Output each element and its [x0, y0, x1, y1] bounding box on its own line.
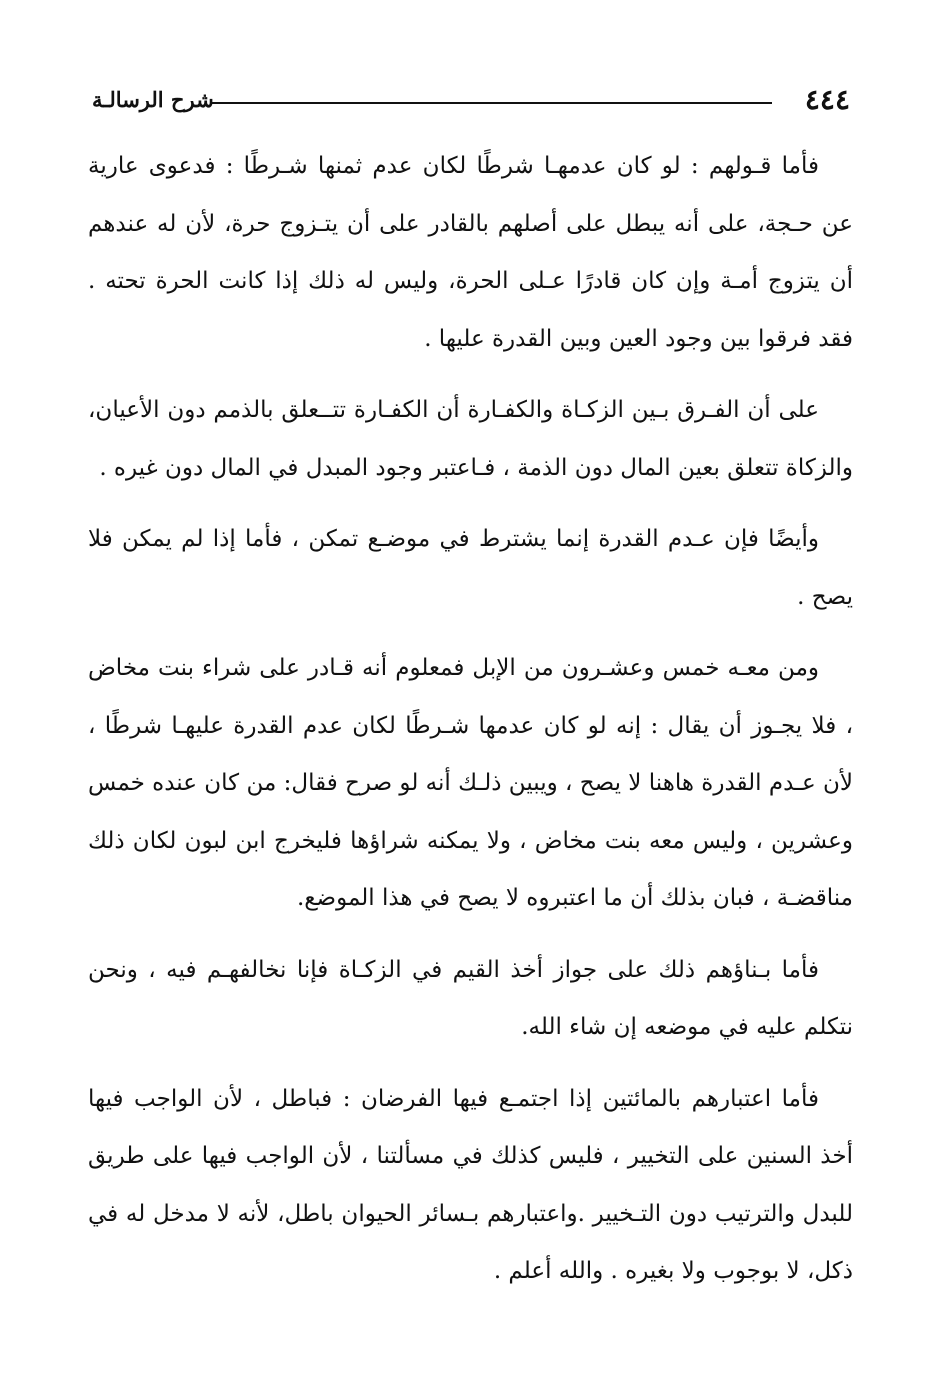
paragraph-2: على أن الفـرق بـين الزكـاة والكفـارة أن الكفـارة تتــعلق بالذمم دون الأعيان، والزكاة تتعلق بعين المال دون الذمة ، فـاعتبر وجود المبدل في المال دون غيره .	[88, 397, 853, 481]
paragraph-4: ومن معـه خمس وعشـرون من الإبل فمعلوم أنه قـادر على شراء بنت مخاض ، فلا يجـوز أن يقال : إنه لو كان عدمها شـرطًا لكان عدم القدرة عليهـا شرطًا ، لأن عـدم القدرة هاهنا لا يصح ، ويبين ذلـك أنه لو صرح فقال: من كان عنده خمس وعشرين ، وليس معه بنت مخاض ، ولا يمكنه شراؤها فليخرج ابن لبون لكان ذلك مناقضـة ، فبان بذلك أن ما اعتبروه لا يصح في هذا الموضع.	[88, 655, 853, 911]
header-rule	[210, 102, 772, 104]
paragraph-3: وأيضًا فإن عـدم القدرة إنما يشترط في موضـع تمكن ، فأما إذا لم يمكن فلا يصح .	[88, 526, 853, 610]
paragraph-5: فأما بـناؤهم ذلك على جواز أخذ القيم في الزكـاة فإنا نخالفهـم فيه ، ونحن نتكلم عليه في موضعه إن شاء الله.	[88, 956, 853, 1040]
page-body	[88, 138, 853, 1315]
page-number: ٤٤٤	[804, 83, 850, 116]
paragraph-1: فأما قـولهم : لو كان عدمهـا شرطًا لكان عدم ثمنها شـرطًا : فدعوى عارية عن حـجة، على أنه يبطل على أصلهم بالقادر على أن يتـزوج حرة، لأن له عندهم أن يتزوج أمـة وإن كان قادرًا عـلى الحرة، وليس له ذلك إذا كانت الحرة تحته . فقد فرقوا بين وجود العين وبين القدرة عليها .	[88, 153, 853, 352]
paragraph-6: فأما اعتبارهم بالمائتين إذا اجتمـع فيها الفرضان : فباطل ، لأن الواجب فيها أخذ السنين على التخيير ، فليس كذلك في مسألتنا ، لأن الواجب فيها على طريق للبدل والترتيب دون التـخيير .واعتبارهم بـسائر الحيوان باطل، لأنه لا مدخل له في ذكل، لا بوجوب ولا بغيره . والله أعلم .	[88, 1085, 853, 1284]
running-title: شرح الرسالـة	[92, 87, 214, 112]
page-header	[92, 80, 850, 120]
